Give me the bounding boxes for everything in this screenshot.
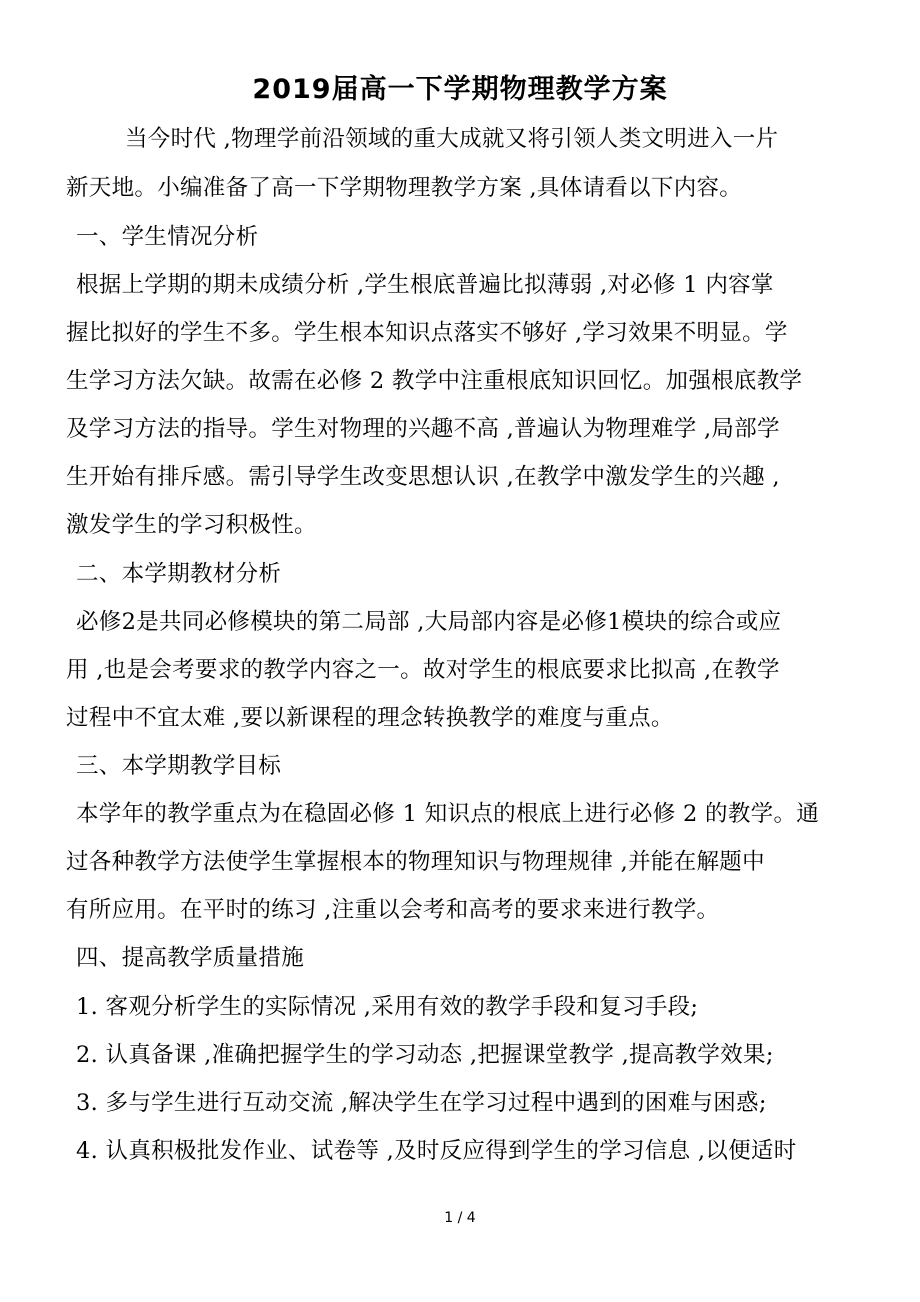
intro-paragraph-line-2: 新天地。小编准备了高一下学期物理教学方案 ,具体请看以下内容。	[66, 175, 743, 201]
quality-measure-item-2: 2. 认真备课 ,准确把握学生的学习动态 ,把握课堂教学 ,提高教学效果;	[76, 1042, 774, 1068]
document-title: 2019届高一下学期物理教学方案	[252, 74, 668, 105]
student-analysis-line-6: 激发学生的学习积极性。	[66, 512, 317, 538]
quality-measure-item-3: 3. 多与学生进行互动交流 ,解决学生在学习过程中遇到的困难与困惑;	[76, 1090, 767, 1116]
textbook-analysis-line-1: 必修2是共同必修模块的第二局部 ,大局部内容是必修1模块的综合或应	[76, 609, 782, 635]
teaching-goals-line-2: 过各种教学方法使学生掌握根本的物理知识与物理规律 ,并能在解题中	[66, 849, 765, 875]
section-heading-textbook-analysis: 二、本学期教材分析	[76, 561, 282, 587]
textbook-analysis-line-2: 用 ,也是会考要求的教学内容之一。故对学生的根底要求比拟高 ,在教学	[66, 657, 780, 683]
student-analysis-line-5: 生开始有排斥感。需引导学生改变思想认识 ,在教学中激发学生的兴趣 ,	[66, 464, 780, 490]
section-heading-quality-measures: 四、提高教学质量措施	[76, 945, 305, 971]
page-number: 1 / 4	[444, 1210, 476, 1226]
intro-paragraph-line-1: 当今时代 ,物理学前沿领域的重大成就又将引领人类文明进入一片	[125, 126, 779, 152]
student-analysis-line-2: 握比拟好的学生不多。学生根本知识点落实不够好 ,学习效果不明显。学	[66, 320, 788, 346]
teaching-goals-line-1: 本学年的教学重点为在稳固必修 1 知识点的根底上进行必修 2 的教学。通	[76, 801, 820, 827]
student-analysis-line-1: 根据上学期的期未成绩分析 ,学生根底普遍比拟薄弱 ,对必修 1 内容掌	[76, 272, 774, 298]
textbook-analysis-line-3: 过程中不宜太难 ,要以新课程的理念转换教学的难度与重点。	[66, 705, 674, 731]
section-heading-teaching-goals: 三、本学期教学目标	[76, 753, 282, 779]
quality-measure-item-4: 4. 认真积极批发作业、试卷等 ,及时反应得到学生的学习信息 ,以便适时	[76, 1138, 797, 1164]
student-analysis-line-3: 生学习方法欠缺。故需在必修 2 教学中注重根底知识回忆。加强根底教学	[66, 368, 803, 394]
teaching-goals-line-3: 有所应用。在平时的练习 ,注重以会考和高考的要求来进行教学。	[66, 897, 720, 923]
student-analysis-line-4: 及学习方法的指导。学生对物理的兴趣不高 ,普遍认为物理难学 ,局部学	[66, 416, 780, 442]
section-heading-student-analysis: 一、学生情况分析	[76, 224, 259, 250]
quality-measure-item-1: 1. 客观分析学生的实际情况 ,采用有效的教学手段和复习手段;	[76, 994, 699, 1020]
